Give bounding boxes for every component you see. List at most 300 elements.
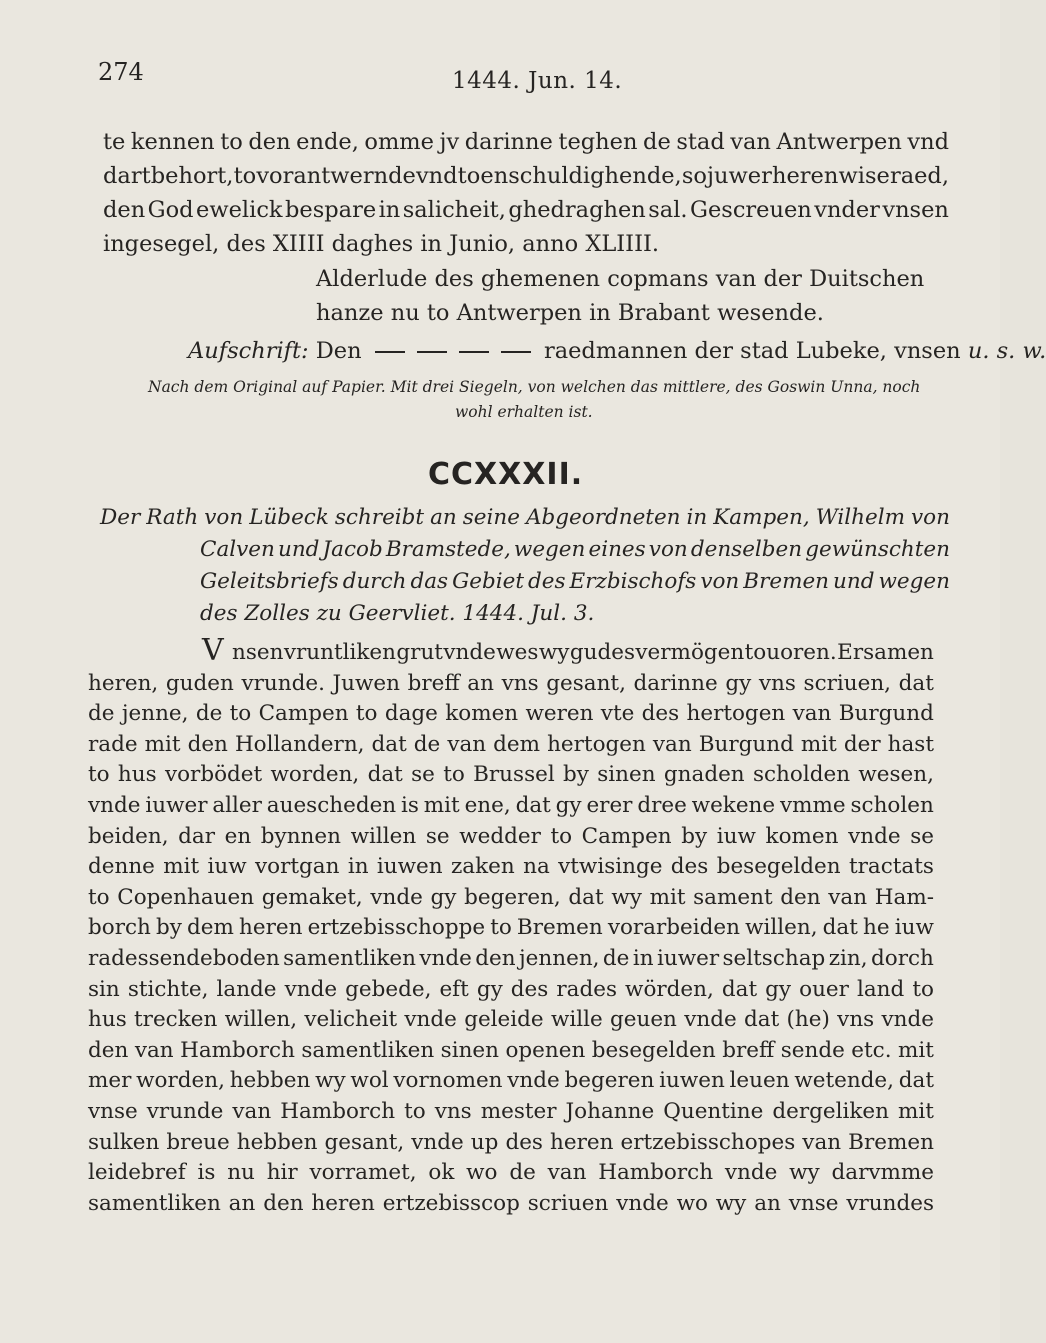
word: dat <box>743 1007 780 1033</box>
word: gy <box>765 976 792 1002</box>
word: dat <box>568 884 604 910</box>
word: to <box>912 976 934 1002</box>
word: vns <box>837 1007 875 1033</box>
word: se <box>411 762 435 788</box>
word: wo <box>676 1190 708 1216</box>
word: eft <box>439 976 469 1002</box>
dash-rule <box>459 351 489 353</box>
word: to <box>88 762 110 788</box>
word: raed, <box>889 163 949 189</box>
word: begeren, <box>464 884 561 910</box>
body-line-words <box>88 976 934 1002</box>
word: omme <box>364 129 434 155</box>
word: de <box>602 946 630 971</box>
word: hebben <box>236 1129 318 1155</box>
word: mit <box>898 1037 934 1063</box>
word: heren, <box>88 670 159 696</box>
word: land <box>856 976 905 1002</box>
word: tractats <box>849 854 934 880</box>
word: vorramet, <box>309 1160 417 1186</box>
word: gy <box>430 884 457 910</box>
body-line <box>88 795 934 817</box>
word: vmme <box>779 793 846 818</box>
word: dat <box>822 915 858 941</box>
word: Copenhauen <box>117 884 255 910</box>
word: vnse <box>88 1099 138 1124</box>
word: das <box>410 569 449 594</box>
word: den <box>88 1037 129 1063</box>
word: Hamborch <box>598 1160 714 1186</box>
word: nu <box>227 1160 255 1186</box>
word: wol <box>350 1068 389 1094</box>
word: de <box>88 701 115 727</box>
word: Geleitsbriefs <box>200 569 339 594</box>
body-line <box>202 633 934 668</box>
body-line-words <box>88 1129 934 1155</box>
word: gudes <box>569 640 635 665</box>
word: vrunde. <box>241 670 325 696</box>
source-note-line: wohl erhalten ist. <box>455 403 593 421</box>
body-line-words <box>88 917 934 939</box>
body-line-words <box>88 764 934 786</box>
word: wy <box>315 1068 346 1094</box>
word: dat <box>898 670 934 696</box>
body-line <box>88 1070 934 1092</box>
word: mit <box>898 1099 934 1124</box>
word: von <box>648 537 688 562</box>
word: dree <box>637 793 687 818</box>
top-text-line <box>103 165 949 188</box>
body-line <box>88 764 934 786</box>
word: komen <box>765 823 839 849</box>
word: Abgeordneten <box>525 505 681 530</box>
word: wy <box>789 1160 820 1186</box>
word: God <box>147 197 194 223</box>
word: guden <box>165 670 234 696</box>
body-line <box>88 884 934 910</box>
word: by <box>563 762 589 788</box>
word: wy <box>611 884 642 910</box>
word: vnder <box>814 197 880 223</box>
word: hast <box>887 731 934 757</box>
word: Campen <box>581 823 672 849</box>
word: und <box>277 537 320 562</box>
word: van <box>134 1037 174 1063</box>
word: de <box>413 731 441 757</box>
word: und <box>833 569 875 594</box>
word: wise <box>838 163 890 189</box>
word: stad <box>676 129 725 155</box>
aufschrift-line <box>188 340 1046 363</box>
word: etc. <box>851 1037 892 1063</box>
body-line <box>88 856 934 878</box>
word: gy <box>476 976 503 1002</box>
word: in <box>632 946 654 971</box>
word: iuwen <box>659 1068 725 1094</box>
word: aller <box>212 793 262 818</box>
word: breue <box>166 1129 230 1155</box>
word: dem <box>187 915 234 941</box>
word: vrundes <box>846 1190 934 1216</box>
word: mit <box>163 854 200 880</box>
word: von <box>911 505 950 530</box>
word: trecken <box>134 1007 218 1033</box>
word: van <box>232 1099 272 1124</box>
body-line-words <box>88 856 934 878</box>
word: ertzebisschopes <box>620 1129 796 1155</box>
word: hertogen <box>547 731 646 757</box>
word: lande <box>216 976 277 1002</box>
summary-line-words <box>100 505 950 530</box>
body-line-words <box>88 1070 934 1092</box>
word: dat <box>515 793 551 818</box>
word: wörden, <box>625 976 714 1002</box>
word: Ersamen <box>837 640 934 665</box>
word: vnsen <box>882 197 949 223</box>
word: grut <box>396 640 443 665</box>
dash-rule <box>375 351 405 353</box>
word: dart <box>103 163 151 189</box>
body-line-words <box>88 1162 934 1184</box>
word: des <box>510 976 549 1002</box>
word: gy <box>725 670 752 696</box>
body-line <box>88 1037 934 1063</box>
word: openen <box>505 1037 586 1063</box>
summary-line <box>100 505 950 530</box>
word: leuen <box>729 1068 790 1094</box>
word: vtwisinge <box>558 854 663 880</box>
top-text-line-words <box>103 165 949 188</box>
word: Bremen <box>743 569 830 594</box>
word: dat <box>371 731 407 757</box>
body-line-words <box>88 1190 934 1216</box>
word: jennen, <box>519 946 600 971</box>
word: wille <box>550 1007 603 1033</box>
word: scholden <box>752 762 851 788</box>
word: dage <box>384 701 438 727</box>
word: Der <box>100 505 141 530</box>
word: borch <box>88 915 151 941</box>
word: vortgan <box>255 854 340 880</box>
word: dar <box>178 823 215 849</box>
word: samentliken <box>301 1037 435 1063</box>
word: velicheit <box>304 1007 398 1033</box>
word: an <box>228 1190 256 1216</box>
word: eines <box>588 537 646 562</box>
word: von <box>204 505 244 530</box>
body-line <box>88 823 934 849</box>
word: gewünschten <box>805 537 950 562</box>
word: Jacob <box>322 537 383 562</box>
word: jv <box>439 129 460 155</box>
word: to <box>229 701 252 727</box>
word: vnde <box>684 1007 737 1033</box>
word: van <box>730 129 771 155</box>
top-text-line <box>103 199 949 222</box>
word: nsen <box>232 640 284 665</box>
word: en <box>224 823 252 849</box>
word: vnde <box>284 976 338 1002</box>
word: seine <box>462 505 520 530</box>
word: Gebiet <box>452 569 524 594</box>
word: gesant, <box>546 670 626 696</box>
word: der <box>843 731 881 757</box>
word: dergeliken <box>772 1099 889 1124</box>
word: sende <box>780 1037 845 1063</box>
word: van <box>802 1129 842 1155</box>
word: den <box>248 129 291 155</box>
word: behort, <box>150 163 234 189</box>
word: hebben <box>229 1068 311 1094</box>
word: Lübeck <box>249 505 329 530</box>
word: vnde <box>724 1160 778 1186</box>
word: des <box>670 854 709 880</box>
body-line-words <box>88 670 934 696</box>
word: ertzebisschoppe <box>307 915 486 941</box>
word: radessendeboden <box>88 946 280 971</box>
word: hir <box>266 1160 298 1186</box>
body-line-words <box>88 703 934 725</box>
word: gnaden <box>663 762 745 788</box>
word: wegen <box>513 537 586 562</box>
word: zaken <box>450 854 515 880</box>
summary-line <box>200 537 950 562</box>
word: heren <box>550 1129 614 1155</box>
word: Kampen, <box>713 505 810 530</box>
word: Burgund <box>698 731 794 757</box>
body-line-words <box>88 823 934 849</box>
word: samentliken <box>283 946 416 971</box>
top-text-line-words <box>103 131 949 154</box>
word: ok <box>428 1160 455 1186</box>
word: gebede, <box>345 976 432 1002</box>
word: Campen <box>258 701 349 727</box>
word: scholen <box>850 793 934 818</box>
word: Rath <box>146 505 199 530</box>
word: de <box>509 1160 536 1186</box>
word: komen <box>445 701 519 727</box>
word: Hamborch <box>180 1037 295 1063</box>
summary-line-words <box>200 569 950 594</box>
word: Ham- <box>874 884 934 910</box>
word: is <box>401 793 419 818</box>
word: denselben <box>690 537 803 562</box>
word: van <box>547 1160 587 1186</box>
body-line <box>88 948 934 970</box>
word: to <box>233 163 257 189</box>
word: vrunde <box>146 1099 224 1124</box>
word: leidebref <box>88 1160 186 1186</box>
word: wy <box>715 1190 747 1216</box>
word: na <box>523 854 550 880</box>
word: gemaket, <box>261 884 363 910</box>
word: rade <box>88 731 138 757</box>
word: weren <box>525 701 594 727</box>
word: willen, <box>224 1007 298 1033</box>
word: wy <box>538 640 570 665</box>
word: van <box>828 884 868 910</box>
word: van <box>792 701 832 727</box>
word: vnde <box>419 946 472 971</box>
word: scriuen <box>527 1190 609 1216</box>
word: mer <box>88 1068 132 1094</box>
word: juwer <box>707 163 772 189</box>
word: to <box>443 762 465 788</box>
word: wedder <box>459 823 541 849</box>
word: darinne <box>633 670 718 696</box>
word: dat <box>367 762 403 788</box>
word: vnde <box>881 1007 934 1033</box>
word: vornomen <box>393 1068 503 1094</box>
word: sament <box>693 884 773 910</box>
word: breff <box>407 670 460 696</box>
word: vnse <box>788 1190 839 1216</box>
word: ende, <box>296 129 359 155</box>
aufschrift-post: raedmannen der stad Lubeke, vnsen <box>543 338 961 364</box>
word: vnde <box>404 1007 457 1033</box>
word: dat <box>721 976 758 1002</box>
word: Bramstede, <box>385 537 511 562</box>
word: wegen <box>878 569 950 594</box>
body-line <box>88 1129 934 1155</box>
signature-line: Alderlude des ghemenen copmans van der Duitschen <box>316 266 925 292</box>
word: darvmme <box>831 1160 934 1186</box>
body-line-words <box>88 795 934 817</box>
word: te <box>103 129 126 155</box>
word: kennen <box>130 129 215 155</box>
word: heren <box>311 1190 375 1216</box>
page-number: 274 <box>98 58 144 86</box>
body-line <box>88 731 934 757</box>
body-line <box>88 1009 934 1031</box>
word: enschuldighende, <box>480 163 682 189</box>
word: geuen <box>610 1007 677 1033</box>
word: seltschap <box>722 946 826 971</box>
word: vns <box>758 670 796 696</box>
word: ene, <box>464 793 511 818</box>
word: Brussel <box>473 762 555 788</box>
body-line <box>88 917 934 939</box>
word: ouer <box>799 976 849 1002</box>
word: se <box>425 823 450 849</box>
word: von <box>700 569 740 594</box>
top-text-line: ingesegel, des XIIII daghes in Junio, anno XLIIII. <box>103 231 659 257</box>
word: hus <box>88 1007 127 1033</box>
word: geleide <box>464 1007 544 1033</box>
word: iuw <box>894 915 934 941</box>
word: sinen <box>440 1037 499 1063</box>
word: vnde <box>616 1190 669 1216</box>
word: Hollandern, <box>234 731 365 757</box>
word: dat <box>898 1068 934 1094</box>
word: wesen, <box>858 762 934 788</box>
body-line-words <box>88 1101 934 1123</box>
word: Quentine <box>663 1099 764 1124</box>
word: durch <box>342 569 407 594</box>
word: stichte, <box>127 976 209 1002</box>
dash-rule <box>501 351 531 353</box>
body-line <box>88 1101 934 1123</box>
word: vte <box>600 701 635 727</box>
word: de <box>643 129 671 155</box>
word: mit <box>649 884 686 910</box>
word: breff <box>722 1037 775 1063</box>
body-line-words <box>88 731 934 757</box>
word: begeren <box>564 1068 655 1094</box>
body-line-words <box>232 642 934 664</box>
word: vorbödet <box>164 762 263 788</box>
word: willen <box>350 823 417 849</box>
word: teghen <box>558 129 638 155</box>
word: beiden, <box>88 823 169 849</box>
word: iuw <box>207 854 247 880</box>
word: besegelden <box>716 854 841 880</box>
word: hertogen <box>686 701 786 727</box>
word: rades <box>556 976 617 1002</box>
word: touoren. <box>744 640 837 665</box>
word: den <box>187 731 228 757</box>
aufschrift-abbrev: u. s. w. <box>967 338 1046 364</box>
word: iuw <box>716 823 756 849</box>
word: is <box>197 1160 216 1186</box>
word: an <box>430 505 457 530</box>
aufschrift-pre: Den <box>315 338 362 364</box>
word: Wilhelm <box>815 505 905 530</box>
word: darinne <box>464 129 553 155</box>
word: Calven <box>200 537 275 562</box>
word: van <box>652 731 692 757</box>
word: scriuen, <box>803 670 892 696</box>
word: van <box>447 731 487 757</box>
word: an <box>754 1190 781 1216</box>
word: des <box>641 701 680 727</box>
word: vnde <box>443 640 496 665</box>
word: gesant, <box>324 1129 405 1155</box>
word: des <box>528 569 566 594</box>
word: salicheit, <box>402 197 506 223</box>
word: vnde <box>88 793 141 818</box>
word: ertzebisscop <box>382 1190 520 1216</box>
word: to <box>88 884 110 910</box>
word: he <box>863 915 890 941</box>
signature-line: hanze nu to Antwerpen in Brabant wesende. <box>316 300 824 326</box>
word: mester <box>480 1099 557 1124</box>
summary-line <box>200 569 950 594</box>
word: Johanne <box>565 1099 655 1124</box>
body-line <box>88 1190 934 1216</box>
word: mit <box>423 793 460 818</box>
body-line-words <box>88 1037 934 1063</box>
word: Bremen <box>516 915 603 941</box>
word: se <box>910 823 934 849</box>
word: jenne, <box>121 701 189 727</box>
document-number-heading: CCXXXII. <box>428 457 584 492</box>
word: zin, <box>828 946 868 971</box>
word: ghedraghen <box>508 197 646 223</box>
top-text-line <box>103 131 949 154</box>
word: Burgund <box>838 701 934 727</box>
word: wes <box>496 640 539 665</box>
word: Erzbischofs <box>569 569 697 594</box>
word: wekene <box>691 793 776 818</box>
word: Antwerpen <box>776 129 902 155</box>
word: heren <box>771 163 839 189</box>
word: de <box>195 701 223 727</box>
word: vnde <box>848 823 901 849</box>
summary-line-words <box>200 537 950 562</box>
drop-capital: V <box>202 633 224 668</box>
word: vnde <box>411 1129 464 1155</box>
